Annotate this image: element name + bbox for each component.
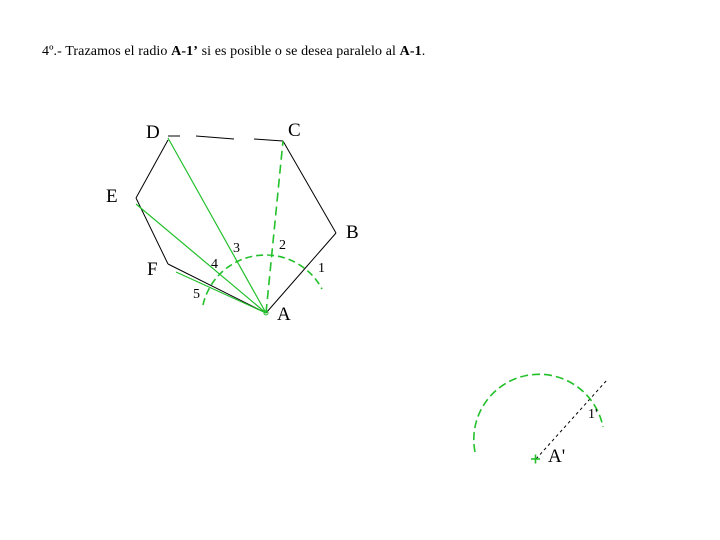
vertex-label-d: D (146, 122, 160, 143)
edge-c-d-right (254, 139, 283, 141)
vertex-label-a: A (277, 304, 291, 325)
vertex-labels (106, 120, 359, 325)
vertex-label-c: C (288, 120, 301, 141)
vertex-label-f: F (147, 259, 158, 280)
heading-prefix: 4º.- Trazamos el radio (42, 44, 172, 59)
construction-lines (136, 138, 322, 315)
arc-mark-5: 5 (193, 287, 200, 302)
edge-b-c (283, 141, 336, 233)
arc-mark-1: 1 (318, 261, 325, 276)
arc-mark-2: 2 (279, 238, 286, 253)
edge-c-d-left (196, 136, 234, 139)
label-a-prime: A' (548, 446, 566, 467)
point-a-prime-icon (531, 455, 540, 464)
edge-a-b (266, 233, 336, 313)
diagonal-a-f (176, 272, 266, 313)
transfer-construction (474, 374, 607, 467)
arc-mark-3: 3 (233, 241, 240, 256)
heading-suffix: . (421, 44, 426, 59)
polygon-outline (136, 136, 336, 313)
heading-middle: si es posible o se desea paralelo al (197, 44, 400, 59)
arc-mark-labels (193, 238, 325, 302)
label-1-prime: 1' (588, 407, 598, 422)
vertex-label-b: B (346, 222, 359, 243)
vertex-label-e: E (106, 186, 118, 207)
edge-d-e (136, 140, 168, 198)
diagonal-a-c (266, 141, 283, 313)
heading-radius-name: A-1’ (171, 44, 198, 59)
diagonal-a-d (168, 138, 266, 313)
arc-from-a (203, 255, 322, 305)
heading-reference-segment: A-1 (399, 44, 422, 59)
arc-mark-4: 4 (211, 257, 218, 272)
arc-from-a-prime (474, 374, 603, 452)
